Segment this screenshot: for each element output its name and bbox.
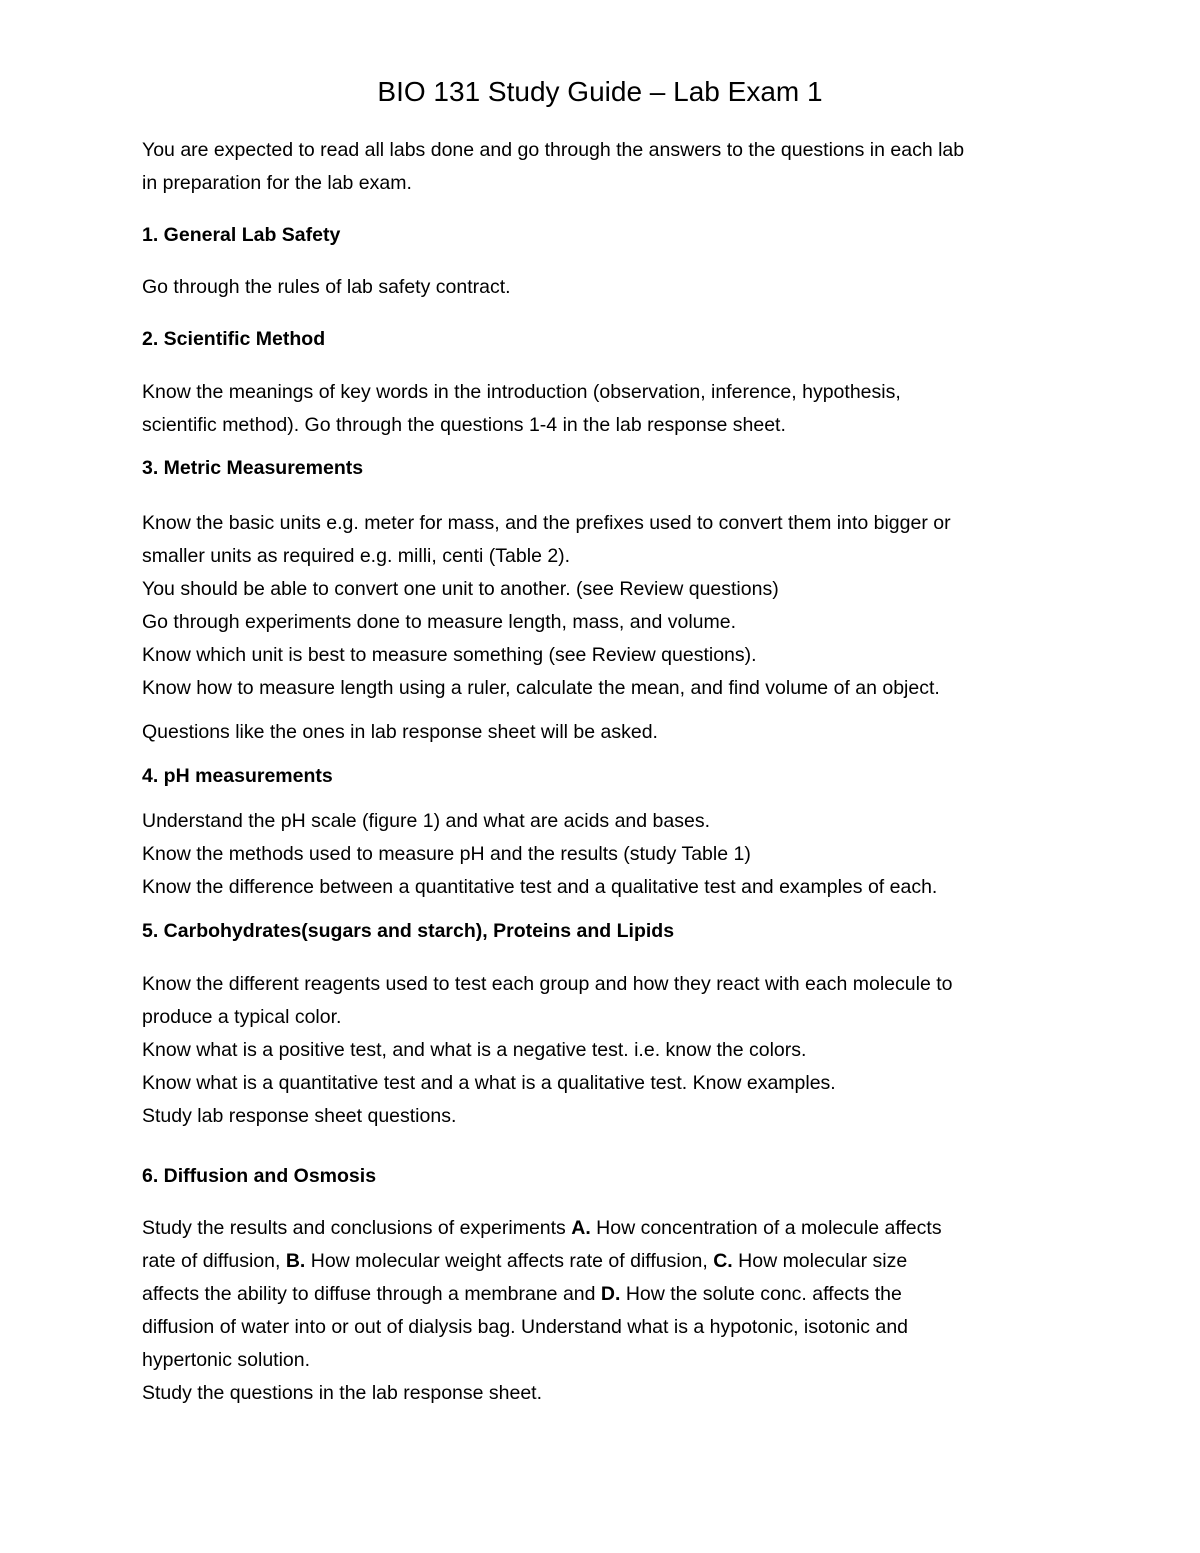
experiment-letter-d: D. bbox=[600, 1283, 621, 1305]
body-line: Know the different reagents used to test each group and how they react with each molecule to bbox=[142, 973, 953, 995]
experiment-letter-a: A. bbox=[571, 1217, 591, 1239]
body-line bbox=[142, 1245, 1072, 1278]
section-heading-metric-measurements: 3. Metric Measurements bbox=[142, 457, 364, 479]
body-line: Know the meanings of key words in the introduction (observation, inference, hypothesis, bbox=[142, 381, 901, 403]
text-run: How concentration of a molecule affects bbox=[590, 1217, 942, 1239]
section-body-diffusion-osmosis bbox=[142, 1212, 1072, 1410]
body-line: Understand the pH scale (figure 1) and what are acids and bases. bbox=[142, 810, 710, 832]
experiment-letter-c: C. bbox=[713, 1250, 733, 1272]
intro-paragraph bbox=[142, 134, 1072, 200]
section-note-metric-measurements: Questions like the ones in lab response sheet will be asked. bbox=[142, 721, 658, 743]
body-line: You should be able to convert one unit to another. (see Review questions) bbox=[142, 578, 779, 600]
text-run: How the solute conc. affects the bbox=[620, 1283, 902, 1305]
body-line: Know the difference between a quantitative test and a qualitative test and examples of each. bbox=[142, 876, 938, 898]
section-heading-diffusion-osmosis: 6. Diffusion and Osmosis bbox=[142, 1165, 377, 1187]
section-heading-macromolecules: 5. Carbohydrates(sugars and starch), Proteins and Lipids bbox=[142, 920, 675, 942]
text-run: Study the results and conclusions of experiments bbox=[142, 1217, 572, 1239]
section-heading-lab-safety: 1. General Lab Safety bbox=[142, 224, 341, 246]
section-heading-ph-measurements: 4. pH measurements bbox=[142, 765, 333, 787]
section-body-scientific-method bbox=[142, 376, 1072, 442]
section-body-lab-safety bbox=[142, 271, 1072, 304]
section-body-metric-measurements bbox=[142, 507, 1072, 705]
text-run: rate of diffusion, bbox=[142, 1250, 286, 1272]
text-run: How molecular weight affects rate of diffusion, bbox=[305, 1250, 714, 1272]
body-line: Know how to measure length using a ruler, calculate the mean, and find volume of an object. bbox=[142, 677, 940, 699]
body-line: Know the methods used to measure pH and the results (study Table 1) bbox=[142, 843, 751, 865]
section-heading-scientific-method: 2. Scientific Method bbox=[142, 328, 326, 350]
body-line: produce a typical color. bbox=[142, 1006, 342, 1028]
text-run: affects the ability to diffuse through a membrane and bbox=[142, 1283, 601, 1305]
experiment-letter-b: B. bbox=[285, 1250, 306, 1272]
body-line: diffusion of water into or out of dialysis bag. Understand what is a hypotonic, isotonic and bbox=[142, 1316, 909, 1338]
body-line: Study lab response sheet questions. bbox=[142, 1105, 457, 1127]
intro-line: You are expected to read all labs done and go through the answers to the questions in each lab bbox=[142, 139, 965, 161]
body-line: Go through the rules of lab safety contract. bbox=[142, 276, 511, 298]
body-line: Study the questions in the lab response sheet. bbox=[142, 1382, 543, 1404]
body-line: smaller units as required e.g. milli, centi (Table 2). bbox=[142, 545, 571, 567]
body-line bbox=[142, 1212, 1072, 1245]
body-line: Know the basic units e.g. meter for mass, and the prefixes used to convert them into bigger or bbox=[142, 512, 951, 534]
page-title: BIO 131 Study Guide – Lab Exam 1 bbox=[377, 76, 823, 107]
section-body-ph-measurements bbox=[142, 805, 1072, 904]
intro-line: in preparation for the lab exam. bbox=[142, 172, 412, 194]
body-line: Know what is a quantitative test and a what is a qualitative test. Know examples. bbox=[142, 1072, 836, 1094]
text-run: How molecular size bbox=[732, 1250, 908, 1272]
body-line: Know which unit is best to measure something (see Review questions). bbox=[142, 644, 757, 666]
body-line: Know what is a positive test, and what is a negative test. i.e. know the colors. bbox=[142, 1039, 807, 1061]
body-line: hypertonic solution. bbox=[142, 1349, 311, 1371]
body-line: scientific method). Go through the questions 1-4 in the lab response sheet. bbox=[142, 414, 786, 436]
body-line bbox=[142, 1278, 1072, 1311]
section-body-macromolecules bbox=[142, 968, 1072, 1133]
body-line: Go through experiments done to measure length, mass, and volume. bbox=[142, 611, 736, 633]
